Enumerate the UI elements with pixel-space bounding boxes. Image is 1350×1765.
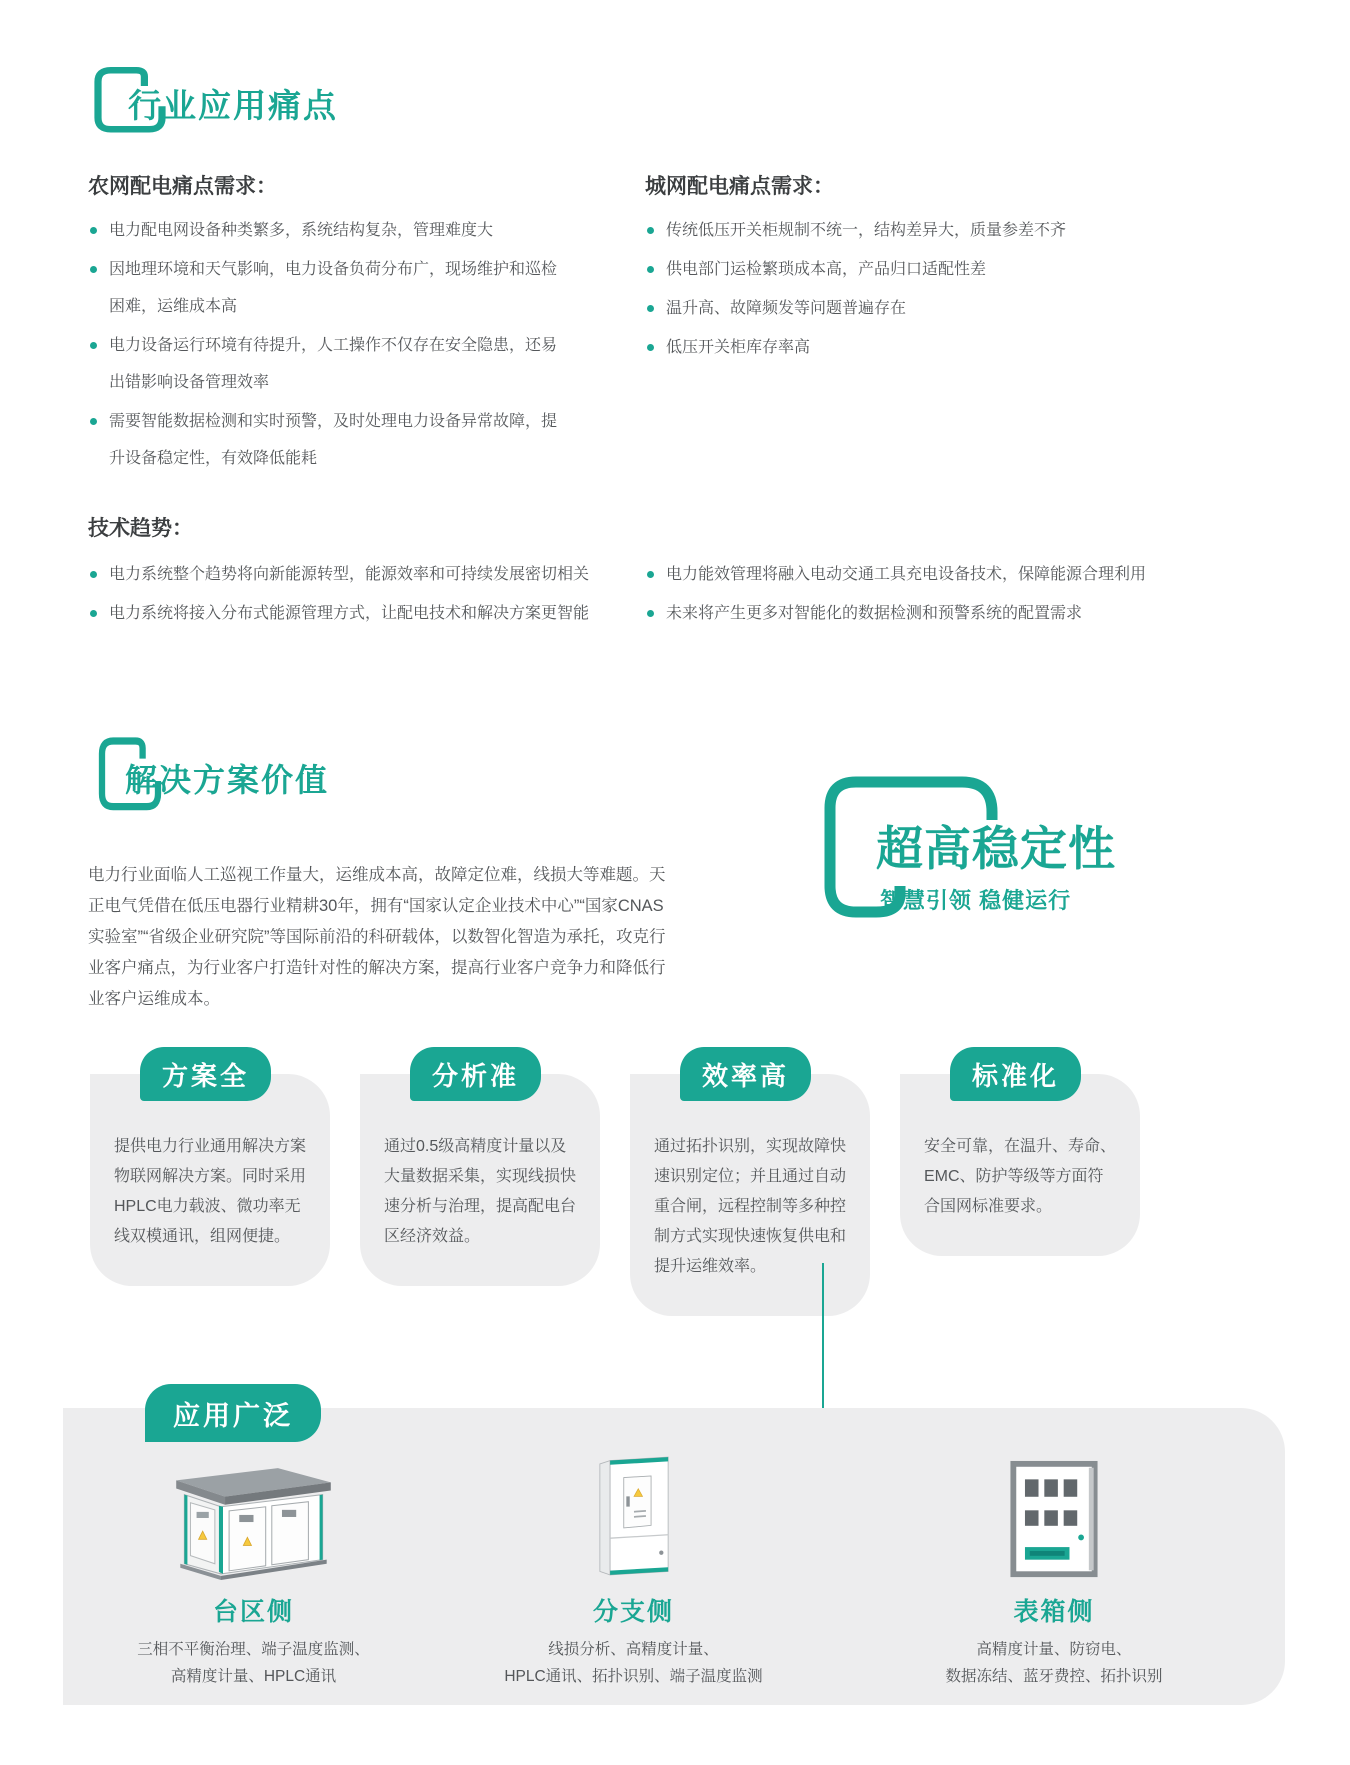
app-column-substation bbox=[63, 1408, 444, 1705]
list-item bbox=[645, 251, 1270, 288]
list-item bbox=[645, 595, 1283, 632]
bullet-dot bbox=[647, 344, 654, 351]
feature-cards bbox=[90, 1047, 1155, 1316]
list-item bbox=[88, 327, 558, 401]
card-badge: 方案全 bbox=[140, 1047, 271, 1101]
meter-box-icon bbox=[1004, 1450, 1104, 1580]
app-label: 表箱侧 bbox=[1013, 1598, 1095, 1626]
bullet-text: 未来将产生更多对智能化的数据检测和预警系统的配置需求 bbox=[666, 605, 1083, 622]
app-label: 台区侧 bbox=[212, 1598, 294, 1626]
list-item bbox=[645, 212, 1270, 249]
app-column-branch bbox=[444, 1408, 823, 1705]
bullet-text: 传统低压开关柜规制不统一，结构差异大，质量参差不齐 bbox=[666, 222, 1067, 239]
bullet-text: 温升高、故障频发等问题普遍存在 bbox=[666, 300, 907, 317]
list-item bbox=[88, 212, 558, 249]
section-title: 行业应用痛点 bbox=[128, 87, 338, 124]
bullet-text: 电力系统将接入分布式能源管理方式，让配电技术和解决方案更智能 bbox=[109, 605, 590, 622]
bullet-text: 低压开关柜库存率高 bbox=[666, 339, 811, 356]
bullet-text: 因地理环境和天气影响，电力设备负荷分布广，现场维护和巡检困难，运维成本高 bbox=[109, 261, 558, 315]
bullet-dot bbox=[647, 305, 654, 312]
bullet-dot bbox=[90, 610, 97, 617]
app-description bbox=[137, 1636, 370, 1690]
card-badge: 效率高 bbox=[680, 1047, 811, 1101]
bullet-text: 电力能效管理将融入电动交通工具充电设备技术，保障能源合理利用 bbox=[666, 566, 1147, 583]
list-item bbox=[88, 403, 558, 477]
applications-panel bbox=[63, 1400, 1285, 1705]
list-item bbox=[88, 595, 648, 632]
list-item bbox=[645, 329, 1270, 366]
trends-left-column bbox=[88, 556, 648, 634]
highlight-subtitle: 智慧引领 稳健运行 bbox=[880, 888, 1072, 913]
list-item bbox=[645, 556, 1283, 593]
tech-trends-section bbox=[88, 512, 1283, 642]
app-desc-line: HPLC通讯、拓扑识别、端子温度监测 bbox=[504, 1668, 763, 1685]
bullet-dot bbox=[90, 227, 97, 234]
feature-card-solution bbox=[90, 1047, 330, 1286]
rural-grid-column bbox=[88, 170, 558, 479]
list-item bbox=[645, 290, 1270, 327]
bullet-text: 电力系统整个趋势将向新能源转型，能源效率和可持续发展密切相关 bbox=[109, 566, 590, 583]
app-description bbox=[504, 1636, 762, 1690]
app-desc-line: 高精度计量、防窃电、 bbox=[976, 1641, 1132, 1658]
app-desc-line: 高精度计量、HPLC通讯 bbox=[170, 1668, 337, 1685]
section-pain-points-head bbox=[88, 60, 488, 150]
solution-paragraph: 电力行业面临人工巡视工作量大，运维成本高，故障定位难，线损大等难题。天正电气凭借在低压电器行业精耕30年，拥有“国家认定企业技术中心”“国家CNAS实验室”“省级企业研究院”等国际前沿的科研载体，以数智化智造为承托，攻克行业客户痛点，为行业客户打造针对性的解决方案，提高行业客户竞争力和降低行业客户运维成本。 bbox=[88, 865, 666, 1008]
card-text: 通过拓扑识别，实现故障快速识别定位；并且通过自动重合闸，远程控制等多种控制方式实现快速恢复供电和提升运维效率。 bbox=[630, 1074, 870, 1316]
card-text: 安全可靠，在温升、寿命、EMC、防护等级等方面符合国网标准要求。 bbox=[900, 1074, 1140, 1256]
trends-right-column bbox=[645, 556, 1283, 634]
list-item bbox=[88, 556, 648, 593]
bullet-dot bbox=[90, 342, 97, 349]
highlight-title: 超高稳定性 bbox=[876, 822, 1116, 875]
applications-badge: 应用广泛 bbox=[145, 1384, 321, 1442]
trends-heading: 技术趋势： bbox=[88, 517, 193, 540]
card-text: 通过0.5级高精度计量以及大量数据采集，实现线损快速分析与治理，提高配电台区经济效益。 bbox=[360, 1074, 600, 1286]
branch-cabinet-icon bbox=[588, 1450, 680, 1580]
bullet-text: 需要智能数据检测和实时预警，及时处理电力设备异常故障，提升设备稳定性，有效降低能耗 bbox=[109, 413, 558, 467]
urban-grid-column bbox=[645, 170, 1270, 368]
bullet-text: 电力设备运行环境有待提升，人工操作不仅存在安全隐患，还易出错影响设备管理效率 bbox=[109, 337, 558, 391]
stability-highlight bbox=[820, 772, 1160, 937]
urban-heading: 城网配电痛点需求： bbox=[645, 175, 834, 198]
app-desc-line: 线损分析、高精度计量、 bbox=[548, 1641, 719, 1658]
app-desc-line: 数据冻结、蓝牙费控、拓扑识别 bbox=[945, 1668, 1163, 1685]
card-text: 提供电力行业通用解决方案物联网解决方案。同时采用HPLC电力载波、微功率无线双模通讯，组网便捷。 bbox=[90, 1074, 330, 1286]
bullet-dot bbox=[90, 418, 97, 425]
bullet-dot bbox=[647, 266, 654, 273]
applications-columns bbox=[63, 1408, 1285, 1705]
list-item bbox=[88, 251, 558, 325]
app-column-meterbox bbox=[823, 1408, 1285, 1705]
bullet-text: 电力配电网设备种类繁多，系统结构复杂，管理难度大 bbox=[109, 222, 494, 239]
feature-card-efficiency bbox=[630, 1047, 870, 1316]
bullet-dot bbox=[647, 227, 654, 234]
section-title: 解决方案价值 bbox=[125, 762, 330, 798]
feature-card-analysis bbox=[360, 1047, 600, 1286]
card-badge: 分析准 bbox=[410, 1047, 541, 1101]
app-desc-line: 三相不平衡治理、端子温度监测、 bbox=[137, 1641, 370, 1658]
rural-heading: 农网配电痛点需求： bbox=[88, 175, 277, 198]
bullet-text: 供电部门运检繁琐成本高，产品归口适配性差 bbox=[666, 261, 987, 278]
bullet-dot bbox=[90, 266, 97, 273]
bullet-dot bbox=[647, 610, 654, 617]
feature-card-standard bbox=[900, 1047, 1140, 1256]
app-description bbox=[945, 1636, 1162, 1690]
bullet-dot bbox=[647, 571, 654, 578]
app-label: 分支侧 bbox=[592, 1598, 674, 1626]
bullet-dot bbox=[90, 571, 97, 578]
substation-icon bbox=[171, 1450, 336, 1580]
section-solution-value-head bbox=[95, 733, 495, 828]
card-badge: 标准化 bbox=[950, 1047, 1081, 1101]
